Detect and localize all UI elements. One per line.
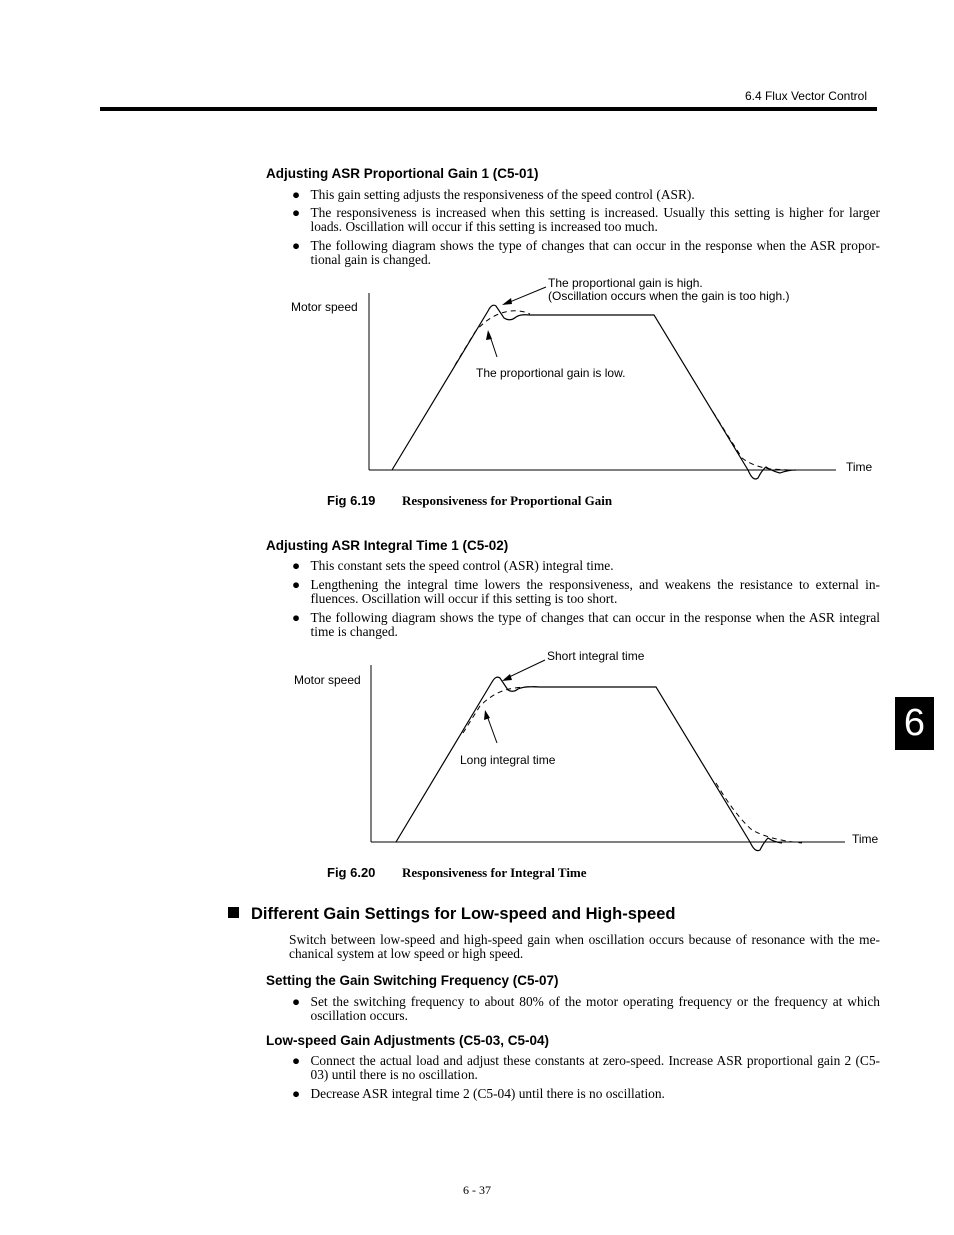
bullet-dot: ● [292,1053,301,1068]
bullet-dot: ● [292,994,301,1009]
annotation-long-integral: Long integral time [460,753,556,767]
bullet-text: Set the switching frequency to about 80% of the motor operating frequency or the frequency at which oscillation occurs. [310,994,880,1024]
annotation-low-gain: The proportional gain is low. [476,366,626,380]
figure-number: Fig 6.20 [327,865,376,880]
figure-number: Fig 6.19 [327,493,376,508]
high-gain-arrowhead [502,298,512,305]
low-gain-decel-curve [713,412,790,470]
bullet-text: This constant sets the speed control (ASR) integral time. [310,558,614,573]
short-integral-response-curve [396,677,782,851]
bullet-item [292,611,880,639]
x-axis-label: Time [852,832,879,846]
prop-gain-heading: Adjusting ASR Proportional Gain 1 (C5-01) [266,166,539,181]
bullet-dot: ● [292,187,301,202]
high-gain-response-curve [392,305,796,479]
bullet-dot: ● [292,1086,301,1101]
bullet-dot: ● [292,610,301,625]
low-speed-heading: Low-speed Gain Adjustments (C5-03, C5-04) [266,1033,550,1048]
bullet-text: Decrease ASR integral time 2 (C5-04) until there is no oscillation. [310,1086,665,1101]
annotation-high-gain-line1: The proportional gain is high. [548,276,703,290]
short-integral-leader-line [505,660,545,679]
bullet-item [292,1054,880,1082]
bullet-dot: ● [292,205,301,220]
bullet-dot: ● [292,577,301,592]
section-square-icon [228,907,239,918]
bullet-text: The following diagram shows the type of changes that can occur in the response when the ASR propor- tional gain is changed. [310,238,880,268]
section-heading [228,905,675,924]
long-integral-response-curve [463,687,540,733]
x-axis-label: Time [846,460,873,474]
bullet-text: Connect the actual load and adjust these constants at zero-speed. Increase ASR proportional gain 2 (C5-03) until there is no oscillation. [310,1053,880,1083]
intro-paragraph: Switch between low-speed and high-speed gain when oscillation occurs because of resonance with the me- chanical system at low speed or high speed. [289,932,880,962]
bullet-dot: ● [292,558,301,573]
bullet-text: This gain setting adjusts the responsiveness of the speed control (ASR). [310,187,695,202]
figure-title: Responsiveness for Integral Time [402,865,587,880]
bullet-dot: ● [292,238,301,253]
low-gain-response-curve [455,311,530,365]
annotation-high-gain-line2: (Oscillation occurs when the gain is too high.) [548,289,790,303]
figure-caption [327,493,612,509]
running-head: 6.4 Flux Vector Control [744,89,867,103]
bullet-item [292,995,880,1023]
bullet-text: Lengthening the integral time lowers the responsiveness, and weakens the resistance to external in- fluences. Oscillation will occur if this setting is too short. [310,577,880,607]
bullet-item [292,559,880,573]
figure-caption [327,865,587,881]
integral-time-heading: Adjusting ASR Integral Time 1 (C5-02) [266,538,509,553]
short-integral-arrowhead [502,674,512,681]
section-heading-text: Different Gain Settings for Low-speed and High-speed [251,905,676,923]
page-number: 6 - 37 [463,1183,491,1197]
bullet-text: The responsiveness is increased when this setting is increased. Usually this setting is higher for larger loads. Oscillation will occur if this setting is increased too much. [310,205,880,235]
figure-title: Responsiveness for Proportional Gain [402,493,613,508]
bullet-item [292,578,880,606]
y-axis-label: Motor speed [291,300,358,314]
long-integral-arrowhead [484,710,490,720]
long-integral-decel-curve [716,783,802,843]
y-axis-label: Motor speed [294,673,361,687]
chapter-tab: 6 [895,697,934,750]
bullet-text: The following diagram shows the type of changes that can occur in the response when the ASR integral time is changed. [310,610,880,640]
annotation-short-integral: Short integral time [547,649,645,663]
bullet-item [292,1087,880,1101]
switching-frequency-heading: Setting the Gain Switching Frequency (C5-07) [266,973,559,988]
low-gain-arrowhead [486,330,492,340]
